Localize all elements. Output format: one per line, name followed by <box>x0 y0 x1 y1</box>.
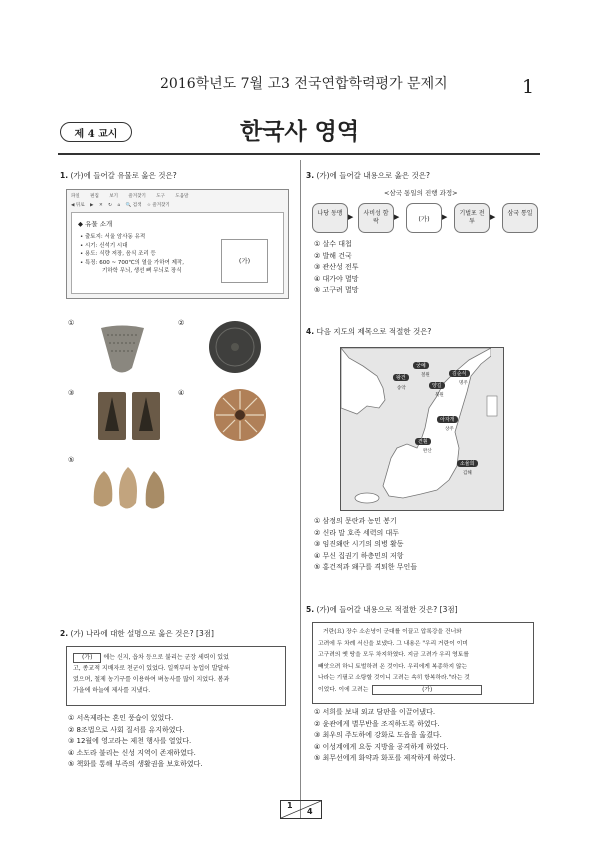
arrow-4: ▶ <box>490 213 496 221</box>
label-myeongju: 명주 <box>459 381 468 386</box>
q4-option-3[interactable]: ③ 임진왜란 시기의 의병 활동 <box>314 540 404 548</box>
detail-feature-cont: 기하학 무늬, 생선 뼈 무늬로 장식 <box>102 268 182 274</box>
step-4-label: 기벌포 전투 <box>459 210 485 225</box>
q4-option-1[interactable]: ① 삼정의 문란과 농민 봉기 <box>314 517 397 525</box>
label-yanggil: 양길 <box>429 382 445 389</box>
artifact-details <box>80 233 184 276</box>
browser-content <box>71 212 284 294</box>
bronze-mirror-image[interactable] <box>208 320 263 379</box>
q1-option-4-label[interactable]: ④ <box>178 389 185 397</box>
session-badge <box>60 122 132 142</box>
q4-question: 다음 지도의 제목으로 적절한 것은? <box>316 327 432 336</box>
step-4 <box>454 203 490 233</box>
q5-option-4[interactable]: ④ 이성계에게 요동 지방을 공격하게 하였다. <box>314 742 449 751</box>
q5-option-2[interactable]: ② 윤관에게 별무반을 조직하도록 하였다. <box>314 719 440 728</box>
star-icon[interactable]: ☆ <box>146 203 151 208</box>
favorites-label[interactable]: 즐겨찾기 <box>152 203 170 208</box>
q1-option-2-label[interactable]: ② <box>178 319 185 327</box>
q5-passage <box>318 627 482 696</box>
step-3 <box>406 203 442 233</box>
q1-title <box>60 170 177 181</box>
label-sangju: 상주 <box>445 427 454 432</box>
q1-option-3-label[interactable]: ③ <box>68 389 75 397</box>
placeholder-label: (가) <box>238 257 251 265</box>
q4-options <box>314 516 417 574</box>
step-5 <box>502 203 538 233</box>
label-gimsunsik: 김순식 <box>449 370 470 377</box>
comb-pottery-image[interactable] <box>95 323 150 382</box>
page-indicator <box>280 800 322 819</box>
exam-title: 2016학년도 7월 고3 전국연합학력평가 문제지 <box>160 76 448 92</box>
q4-title <box>306 326 431 337</box>
q1-option-1-label[interactable]: ① <box>68 319 75 327</box>
artifact-placeholder <box>221 239 268 283</box>
menu-file[interactable]: 파일 <box>71 194 80 199</box>
q3-flow <box>312 203 544 233</box>
detail-site: • 출토지: 서울 암사동 유적 <box>80 234 146 240</box>
step-1-label: 나당 동맹 <box>317 210 343 217</box>
q3-option-5[interactable]: ⑤ 고구려 멸망 <box>314 286 359 294</box>
stone-mold-image[interactable] <box>97 391 163 445</box>
label-wansan: 완산 <box>423 449 432 454</box>
q5-number: 5. <box>306 605 315 614</box>
arrow-1: ▶ <box>348 213 354 221</box>
page-number: 1 <box>522 76 535 98</box>
footer-total: 4 <box>307 807 313 816</box>
q4-map <box>340 347 504 511</box>
label-sohwonji: 소율희 <box>457 460 478 467</box>
q3-option-3[interactable]: ③ 관산성 전투 <box>314 263 359 271</box>
search-label[interactable]: 검색 <box>132 203 142 208</box>
label-ijaemun: 아자개 <box>437 416 458 423</box>
home-icon[interactable]: ⌂ <box>117 203 121 208</box>
stop-icon[interactable]: ✕ <box>98 203 103 208</box>
label-songak: 송악 <box>397 386 406 391</box>
search-icon[interactable]: 🔍 <box>125 203 132 208</box>
q5-question: (가)에 들어갈 내용으로 적절한 것은? [3점] <box>316 605 458 614</box>
menu-view[interactable]: 보기 <box>109 194 118 199</box>
q2-question: (가) 나라에 대한 설명으로 옳은 것은? [3점] <box>70 629 214 638</box>
q5-option-3[interactable]: ③ 최우의 주도하에 강화로 도읍을 옮겼다. <box>314 731 442 739</box>
q5-option-1[interactable]: ① 서희를 보내 외교 담판을 이끌어냈다. <box>314 708 436 716</box>
footer-page: 1 <box>287 801 293 810</box>
step-2-label: 사비성 함락 <box>363 210 389 225</box>
q2-options <box>68 713 203 771</box>
q2-option-1[interactable]: ① 서옥제라는 혼인 풍습이 있었다. <box>68 714 174 722</box>
column-divider <box>300 160 301 818</box>
detail-feature: • 특징: 600 ~ 700℃의 열을 가하여 제작, <box>80 259 184 266</box>
browser-menu-bar <box>71 193 188 199</box>
q5-line-3: 고구려의 옛 땅을 모두 차지하였다. 지금 고려가 우리 영토를 <box>318 652 469 658</box>
q2-line-3: 였으며, 철제 농기구를 이용하여 벼농사를 많이 지었다. 봄과 <box>73 676 230 683</box>
menu-edit[interactable]: 편집 <box>90 194 99 199</box>
stone-tools-image[interactable] <box>90 463 172 517</box>
q5-line-5: 나라는 기필코 소탕할 것이니 고려는 속히 항복하라."라는 것 <box>318 675 470 681</box>
q2-option-2[interactable]: ② 8조법으로 사회 질서를 유지하였다. <box>68 725 185 734</box>
q2-option-5[interactable]: ⑤ 책화를 통해 부족의 생활권을 보호하였다. <box>68 760 203 768</box>
q3-option-4[interactable]: ④ 대가야 멸망 <box>314 274 359 283</box>
arrow-2: ▶ <box>394 213 400 221</box>
q4-option-4[interactable]: ④ 무신 집권기 하층민의 저항 <box>314 551 404 560</box>
q1-option-5-label[interactable]: ⑤ <box>68 456 75 464</box>
step-5-label: 삼국 통일 <box>507 210 533 217</box>
label-bugwon: 북원 <box>435 393 444 398</box>
q1-number: 1. <box>60 171 69 180</box>
spindle-whorl-image[interactable] <box>212 387 268 447</box>
back-icon[interactable]: ◀ <box>71 203 75 208</box>
q3-diagram-title: <삼국 통일의 진행 과정> <box>384 189 458 197</box>
q2-line-4: 가을에 하늘에 제사를 지냈다. <box>73 687 151 694</box>
q3-question: (가)에 들어갈 내용으로 옳은 것은? <box>316 171 431 180</box>
step-3-label: (가) <box>418 215 430 223</box>
q4-option-2[interactable]: ② 신라 말 호족 세력의 대두 <box>314 528 400 537</box>
q2-line-2: 고, 종교적 지배자로 천군이 있었다. 일찍부터 농업이 발달하 <box>73 665 230 672</box>
session-label: 제 4 교시 <box>74 129 118 140</box>
q2-passage-box <box>66 646 286 706</box>
label-gimhae: 김해 <box>463 471 472 476</box>
refresh-icon[interactable]: ↻ <box>108 203 112 208</box>
label-cheorwon: 철원 <box>421 373 430 378</box>
q2-title <box>60 628 214 639</box>
step-2 <box>358 203 394 233</box>
q3-option-1[interactable]: ① 살수 대첩 <box>314 240 352 248</box>
subject-title: 한국사 영역 <box>240 119 360 145</box>
q3-number: 3. <box>306 171 315 180</box>
q5-option-5[interactable]: ⑤ 최무선에게 화약과 화포를 제작하게 하였다. <box>314 754 456 762</box>
step-1 <box>312 203 348 233</box>
card-title: ◆ 유물 소개 <box>78 220 113 228</box>
back-label[interactable]: 뒤로 <box>75 203 85 208</box>
q4-option-5[interactable]: ⑤ 홍건적과 왜구를 격퇴한 무인들 <box>314 563 418 571</box>
q1-question: (가)에 들어갈 유물로 옳은 것은? <box>70 171 177 180</box>
q3-option-2[interactable]: ② 발해 건국 <box>314 251 352 260</box>
menu-favorites[interactable]: 즐겨찾기 <box>128 194 146 199</box>
browser-window <box>66 189 289 299</box>
q5-line-1: 거란(요) 장수 소손녕이 군대를 이끌고 압록강을 건너와 <box>323 629 462 635</box>
q5-line-6: 이었다. 이에 고려는 <box>318 686 369 693</box>
q2-blank: (가) <box>73 653 101 663</box>
q5-title <box>306 604 458 615</box>
q5-options <box>314 707 455 765</box>
q2-option-3[interactable]: ③ 12월에 영고라는 제천 행사를 열었다. <box>68 737 192 745</box>
browser-toolbar <box>71 202 170 208</box>
detail-period: • 시기: 신석기 시대 <box>80 242 128 249</box>
q5-passage-box <box>312 622 534 704</box>
q4-number: 4. <box>306 327 315 336</box>
q3-options <box>314 239 359 297</box>
label-gyeonhwon: 견훤 <box>415 438 431 445</box>
q5-blank: (가) <box>372 685 482 695</box>
arrow-3: ▶ <box>442 213 448 221</box>
label-gungye: 궁예 <box>413 362 429 369</box>
q5-line-4: 빼앗으려 하니 토벌하려 온 것이다. 우리에게 복종하지 않는 <box>318 663 468 670</box>
menu-help[interactable]: 도움말 <box>175 194 189 199</box>
detail-use: • 용도: 식량 저장, 음식 조리 등 <box>80 251 156 257</box>
q3-title <box>306 170 430 181</box>
q5-line-2: 고려에 두 차례 서신을 보냈다. 그 내용은 "우리 거란이 이미 <box>318 640 468 647</box>
q2-line-1: 에는 신지, 읍차 등으로 불리는 군장 세력이 있었 <box>103 654 229 661</box>
header-rule <box>58 153 540 155</box>
menu-tools[interactable]: 도구 <box>156 194 165 199</box>
label-wanggeon: 왕건 <box>393 374 409 381</box>
q2-passage <box>73 652 229 696</box>
q2-option-4[interactable]: ④ 소도라 불리는 신성 지역이 존재하였다. <box>68 748 196 757</box>
q2-number: 2. <box>60 629 69 638</box>
forward-icon[interactable]: ▶ <box>90 203 94 208</box>
